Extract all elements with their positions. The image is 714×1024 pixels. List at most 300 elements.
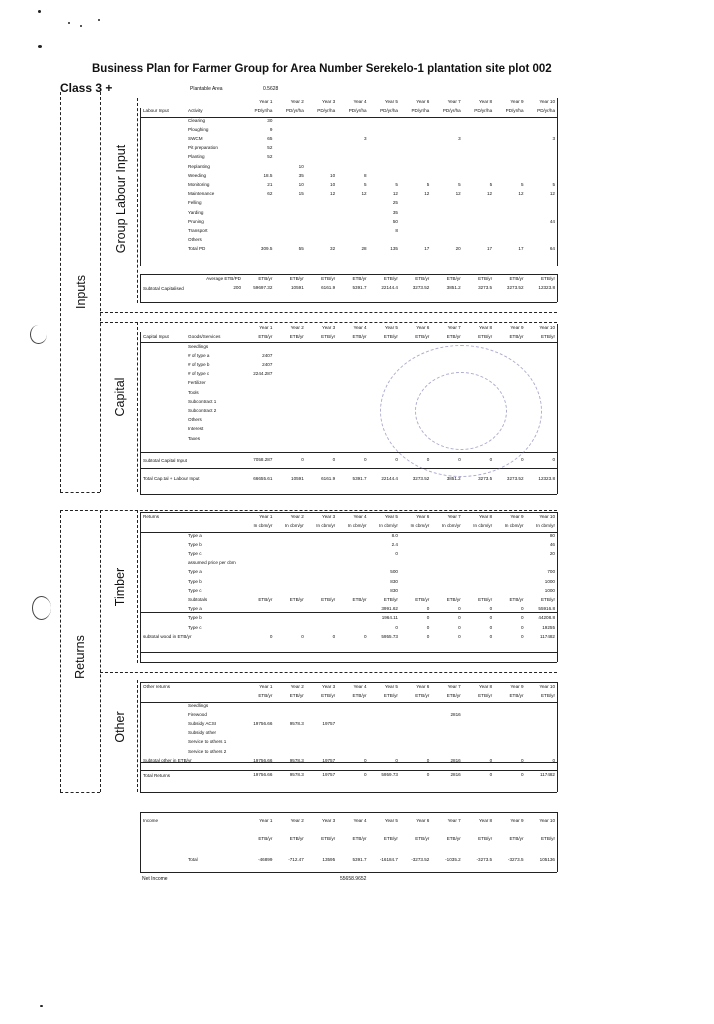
value-cell bbox=[336, 577, 367, 586]
value-cell: 3 bbox=[364, 136, 367, 142]
value-cell bbox=[493, 217, 524, 226]
value-cell bbox=[430, 531, 461, 540]
row-spacer bbox=[142, 370, 187, 379]
value-cell bbox=[336, 352, 367, 361]
row-label: Transport bbox=[188, 227, 208, 233]
value-cell: 12 bbox=[424, 191, 430, 197]
net-income-label: Net Income bbox=[142, 876, 168, 882]
timber-row bbox=[142, 568, 556, 577]
value-cell bbox=[368, 172, 399, 181]
value-cell: 12 bbox=[549, 191, 555, 197]
speck bbox=[40, 1005, 43, 1007]
value-cell: 0 bbox=[426, 624, 430, 630]
value-cell: 13595 bbox=[322, 856, 336, 862]
year-cell: Year 10 bbox=[539, 684, 555, 690]
value-cell bbox=[242, 208, 273, 217]
unit-cell: In cbm/yr bbox=[316, 523, 336, 529]
timber-subtotal-type-row bbox=[142, 623, 556, 632]
value-cell: 32 bbox=[330, 246, 336, 252]
value-cell: 3 bbox=[552, 136, 555, 142]
value-cell: 46 bbox=[549, 541, 555, 547]
year-cell: Year 6 bbox=[416, 325, 430, 331]
unit-cell: ETB/yr bbox=[258, 334, 273, 340]
value-cell: 0 bbox=[426, 606, 430, 612]
value-cell: 0 bbox=[552, 457, 555, 463]
unit-cell: In cbm/yr bbox=[504, 523, 524, 529]
value-cell bbox=[493, 208, 524, 217]
other-top bbox=[100, 672, 557, 673]
unit-cell: ETB/yr bbox=[289, 835, 304, 841]
value-cell bbox=[399, 550, 430, 559]
row-spacer bbox=[142, 568, 187, 577]
value-cell: -3273.5 bbox=[476, 856, 493, 862]
row-label: Planting bbox=[188, 154, 205, 160]
value-cell: 0 bbox=[364, 757, 367, 763]
labour-row bbox=[142, 126, 556, 135]
value-cell bbox=[525, 208, 556, 217]
value-cell bbox=[305, 738, 336, 747]
value-cell bbox=[399, 144, 430, 153]
value-cell bbox=[493, 531, 524, 540]
value-cell bbox=[305, 559, 336, 568]
year-cell: Year 7 bbox=[447, 817, 461, 823]
punch-hole-mark bbox=[30, 325, 47, 344]
unit-cell: ETB/yr bbox=[478, 693, 493, 699]
subtotal-average: 200 bbox=[233, 285, 241, 291]
unit-cell: In cbm/yr bbox=[284, 523, 304, 529]
value-cell bbox=[242, 407, 273, 416]
value-cell: 9578.3 bbox=[289, 721, 304, 727]
labour-row bbox=[142, 153, 556, 162]
value-cell: 2407 bbox=[262, 352, 273, 358]
value-cell: 19757 bbox=[322, 772, 336, 778]
value-cell: 10 bbox=[330, 172, 336, 178]
value-cell: 19757 bbox=[322, 757, 336, 763]
year-cell: Year 5 bbox=[384, 684, 398, 690]
value-cell bbox=[462, 126, 493, 135]
average-label: Average ETB/PD bbox=[206, 276, 241, 282]
value-cell: 500 bbox=[390, 569, 398, 575]
value-cell bbox=[273, 747, 304, 756]
income-label: Income bbox=[143, 817, 159, 823]
value-cell: 17 bbox=[487, 246, 493, 252]
labour-input-header: Labour Input bbox=[143, 108, 169, 114]
value-cell bbox=[305, 361, 336, 370]
value-cell: 65 bbox=[267, 136, 273, 142]
value-cell: 0 bbox=[489, 457, 493, 463]
value-cell bbox=[493, 720, 524, 729]
value-cell bbox=[336, 199, 367, 208]
value-cell bbox=[430, 126, 461, 135]
value-cell bbox=[242, 550, 273, 559]
timber-row bbox=[142, 541, 556, 550]
value-cell bbox=[305, 568, 336, 577]
unit-cell: ETB/yr bbox=[540, 276, 555, 282]
value-cell bbox=[493, 587, 524, 596]
value-cell bbox=[399, 701, 430, 710]
total-returns-row bbox=[142, 766, 556, 786]
labour-subtotal-row bbox=[142, 284, 556, 293]
value-cell bbox=[242, 217, 273, 226]
value-cell bbox=[493, 550, 524, 559]
row-label: Monitoring bbox=[188, 181, 210, 187]
value-cell bbox=[242, 531, 273, 540]
value-cell bbox=[273, 379, 304, 388]
value-cell: -1035.2 bbox=[445, 856, 461, 862]
value-cell bbox=[305, 217, 336, 226]
subtotal-left bbox=[140, 274, 141, 302]
unit-cell: PD/yr/ha bbox=[537, 108, 555, 114]
value-cell bbox=[399, 172, 430, 181]
unit-cell: In cbm/yr bbox=[253, 523, 273, 529]
unit-cell: ETB/yr bbox=[446, 276, 461, 282]
year-cell: Year 5 bbox=[384, 817, 398, 823]
value-cell bbox=[273, 236, 304, 245]
value-cell bbox=[273, 342, 304, 351]
other-table-right bbox=[557, 682, 558, 792]
timber-row bbox=[142, 559, 556, 568]
unit-cell: In cbm/yr bbox=[473, 523, 493, 529]
row-label: Taxes bbox=[188, 435, 200, 441]
value-cell: 12 bbox=[455, 191, 461, 197]
unit-cell: ETB/yr bbox=[446, 596, 461, 602]
value-cell bbox=[368, 236, 399, 245]
other-row bbox=[142, 747, 556, 756]
value-cell: 12 bbox=[518, 191, 524, 197]
value-cell: 17 bbox=[424, 246, 430, 252]
value-cell: 0 bbox=[489, 615, 493, 621]
unit-cell: PD/yr/ha bbox=[411, 108, 430, 114]
value-cell bbox=[336, 711, 367, 720]
row-label: Pruning bbox=[188, 218, 204, 224]
row-label: Type c bbox=[188, 624, 202, 630]
row-spacer bbox=[142, 605, 187, 614]
row-spacer bbox=[142, 729, 187, 738]
value-cell: 3851.2 bbox=[446, 285, 461, 291]
other-section-label: Other bbox=[113, 711, 127, 743]
unit-cell: PD/yr/ha bbox=[505, 108, 524, 114]
value-cell bbox=[305, 379, 336, 388]
row-label: Felling bbox=[188, 200, 202, 206]
class-label: Class 3 + bbox=[60, 81, 113, 95]
year-cell: Year 7 bbox=[447, 99, 461, 105]
row-label: Tools bbox=[188, 389, 199, 395]
value-cell bbox=[305, 614, 336, 623]
value-cell bbox=[525, 729, 556, 738]
row-label: SWCM bbox=[188, 136, 203, 142]
value-cell bbox=[273, 208, 304, 217]
row-label: # of type a bbox=[188, 352, 210, 358]
year-cell: Year 6 bbox=[416, 99, 430, 105]
value-cell bbox=[462, 236, 493, 245]
row-spacer bbox=[142, 236, 187, 245]
row-spacer bbox=[142, 425, 187, 434]
value-cell bbox=[305, 729, 336, 738]
value-cell: 62 bbox=[267, 191, 273, 197]
value-cell bbox=[525, 738, 556, 747]
timber-row bbox=[142, 550, 556, 559]
income-total-label: Total bbox=[188, 856, 198, 862]
value-cell bbox=[305, 135, 336, 144]
value-cell bbox=[525, 116, 556, 125]
value-cell bbox=[462, 541, 493, 550]
value-cell bbox=[525, 153, 556, 162]
value-cell bbox=[493, 236, 524, 245]
activity-header: Activity bbox=[188, 108, 203, 114]
value-cell: 52 bbox=[267, 145, 273, 151]
value-cell bbox=[493, 747, 524, 756]
value-cell bbox=[305, 352, 336, 361]
value-cell bbox=[273, 559, 304, 568]
returns-label: Returns bbox=[73, 635, 87, 679]
value-cell bbox=[462, 550, 493, 559]
value-cell bbox=[430, 172, 461, 181]
year-header-row bbox=[142, 815, 556, 827]
value-cell bbox=[242, 199, 273, 208]
row-spacer bbox=[142, 245, 187, 254]
value-cell bbox=[462, 135, 493, 144]
row-label: Others bbox=[188, 417, 202, 423]
year-cell: Year 6 bbox=[416, 514, 430, 520]
value-cell: 1964.11 bbox=[381, 615, 398, 621]
labour-row bbox=[142, 135, 556, 144]
value-cell: 0 bbox=[552, 757, 555, 763]
value-cell: 6161.9 bbox=[321, 475, 336, 481]
value-cell bbox=[242, 227, 273, 236]
unit-cell: PD/yr/ha bbox=[474, 108, 493, 114]
other-returns-header: Other returns bbox=[143, 684, 171, 690]
value-cell bbox=[399, 162, 430, 171]
value-cell bbox=[242, 711, 273, 720]
value-cell: 0 bbox=[395, 551, 398, 557]
value-cell bbox=[525, 361, 556, 370]
value-cell: 10 bbox=[298, 181, 304, 187]
year-cell: Year 4 bbox=[353, 817, 367, 823]
value-cell bbox=[336, 720, 367, 729]
row-label: Firewood bbox=[188, 711, 207, 717]
value-cell: 0 bbox=[269, 633, 273, 639]
value-cell bbox=[336, 738, 367, 747]
subtotal-capitalised-label: Subtotal Capitalised bbox=[143, 285, 184, 291]
row-label: Type c bbox=[188, 587, 202, 593]
value-cell bbox=[525, 720, 556, 729]
value-cell bbox=[430, 153, 461, 162]
value-cell bbox=[399, 738, 430, 747]
year-cell: Year 10 bbox=[539, 99, 555, 105]
year-cell: Year 8 bbox=[479, 325, 493, 331]
value-cell: 0 bbox=[489, 606, 493, 612]
row-label: Type b bbox=[188, 578, 202, 584]
row-label: Service to others 1 bbox=[188, 739, 227, 745]
value-cell bbox=[336, 126, 367, 135]
row-label: Ploughing bbox=[188, 126, 209, 132]
value-cell bbox=[305, 541, 336, 550]
value-cell bbox=[305, 342, 336, 351]
value-cell bbox=[336, 398, 367, 407]
value-cell bbox=[399, 559, 430, 568]
value-cell: 3273.52 bbox=[412, 475, 430, 481]
row-label: Others bbox=[188, 237, 202, 243]
value-cell bbox=[462, 711, 493, 720]
value-cell: 3991.62 bbox=[381, 606, 398, 612]
value-cell bbox=[493, 701, 524, 710]
value-cell bbox=[273, 531, 304, 540]
value-cell: 5391.7 bbox=[352, 285, 367, 291]
value-cell bbox=[430, 738, 461, 747]
value-cell bbox=[273, 729, 304, 738]
value-cell: 5391.7 bbox=[352, 856, 367, 862]
unit-cell: ETB/yr bbox=[415, 276, 430, 282]
value-cell bbox=[430, 227, 461, 236]
value-cell bbox=[305, 199, 336, 208]
value-cell: 6161.9 bbox=[321, 285, 336, 291]
value-cell: 19756.66 bbox=[253, 772, 273, 778]
value-cell bbox=[242, 623, 273, 632]
year-cell: Year 8 bbox=[479, 817, 493, 823]
goods-services-header: Goods/Services bbox=[188, 334, 221, 340]
value-cell bbox=[399, 153, 430, 162]
capital-section-label: Capital bbox=[113, 377, 127, 417]
value-cell: 5 bbox=[520, 181, 524, 187]
unit-cell: ETB/yr bbox=[383, 835, 398, 841]
value-cell: 3273.52 bbox=[412, 285, 430, 291]
value-cell bbox=[525, 352, 556, 361]
value-cell: -46899 bbox=[258, 856, 273, 862]
timber-section-label: Timber bbox=[113, 567, 127, 607]
value-cell bbox=[305, 144, 336, 153]
value-cell bbox=[493, 729, 524, 738]
wood-subtotal-label: subtotal wood in ETB/yr bbox=[143, 633, 192, 639]
subtotal-right bbox=[557, 274, 558, 302]
value-cell: 0 bbox=[301, 633, 304, 639]
value-cell bbox=[430, 568, 461, 577]
year-cell: Year 5 bbox=[384, 325, 398, 331]
value-cell bbox=[399, 568, 430, 577]
other-row bbox=[142, 711, 556, 720]
timber-subtotal-type-row bbox=[142, 605, 556, 614]
value-cell bbox=[336, 587, 367, 596]
value-cell: 44208.8 bbox=[538, 615, 555, 621]
value-cell: 0 bbox=[301, 457, 304, 463]
value-cell bbox=[493, 568, 524, 577]
value-cell bbox=[462, 153, 493, 162]
unit-cell: In cbm/yr bbox=[536, 523, 555, 529]
value-cell bbox=[242, 236, 273, 245]
row-label: Interest bbox=[188, 426, 204, 432]
unit-cell: ETB/yr bbox=[352, 693, 367, 699]
row-spacer bbox=[142, 531, 187, 540]
value-cell bbox=[399, 208, 430, 217]
unit-cell: ETB/yr bbox=[258, 693, 273, 699]
value-cell bbox=[399, 577, 430, 586]
value-cell: 0 bbox=[426, 457, 430, 463]
labour-separator bbox=[100, 312, 557, 313]
value-cell: 0 bbox=[426, 633, 430, 639]
value-cell: 3273.52 bbox=[506, 285, 524, 291]
value-cell bbox=[305, 587, 336, 596]
capital-bottom-line bbox=[140, 494, 557, 495]
value-cell bbox=[525, 199, 556, 208]
value-cell bbox=[368, 559, 399, 568]
value-cell: 0 bbox=[520, 457, 524, 463]
returns-frame-top bbox=[60, 510, 557, 511]
value-cell bbox=[336, 361, 367, 370]
unit-cell: ETB/yr bbox=[478, 276, 493, 282]
capital-table-left bbox=[140, 332, 141, 494]
value-cell bbox=[242, 738, 273, 747]
value-cell: 0 bbox=[426, 757, 430, 763]
returns-frame-bottom bbox=[60, 792, 100, 793]
year-cell: Year 1 bbox=[259, 99, 273, 105]
labour-row bbox=[142, 236, 556, 245]
value-cell: 5 bbox=[395, 181, 398, 187]
value-cell bbox=[399, 720, 430, 729]
value-cell: 830 bbox=[390, 578, 398, 584]
row-spacer bbox=[142, 747, 187, 756]
unit-cell: PD/yr/ha bbox=[380, 108, 398, 114]
year-cell: Year 1 bbox=[259, 514, 273, 520]
value-cell: 5 bbox=[364, 181, 367, 187]
unit-cell: ETB/yr bbox=[289, 276, 304, 282]
row-spacer bbox=[142, 352, 187, 361]
value-cell bbox=[336, 162, 367, 171]
value-cell: 1000 bbox=[544, 587, 555, 593]
value-cell bbox=[336, 747, 367, 756]
unit-cell: ETB/yr bbox=[258, 596, 273, 602]
value-cell: 0 bbox=[489, 772, 493, 778]
income-table bbox=[142, 815, 556, 869]
row-spacer bbox=[142, 720, 187, 729]
value-cell: 5 bbox=[489, 181, 493, 187]
year-cell: Year 7 bbox=[447, 325, 461, 331]
year-cell: Year 9 bbox=[510, 817, 524, 823]
row-spacer bbox=[142, 190, 187, 199]
value-cell: 0 bbox=[458, 633, 461, 639]
row-spacer bbox=[142, 342, 187, 351]
unit-cell: ETB/yr bbox=[415, 596, 430, 602]
row-label: Replanting bbox=[188, 163, 210, 169]
row-label: Type a bbox=[188, 532, 202, 538]
value-cell: 117482 bbox=[540, 633, 555, 639]
value-cell: 12323.8 bbox=[538, 285, 555, 291]
income-table-right bbox=[557, 812, 558, 872]
value-cell: 9578.3 bbox=[289, 757, 304, 763]
value-cell bbox=[430, 550, 461, 559]
value-cell: 8 bbox=[395, 227, 398, 233]
value-cell bbox=[525, 227, 556, 236]
value-cell: 0 bbox=[426, 615, 430, 621]
value-cell bbox=[305, 605, 336, 614]
value-cell bbox=[430, 587, 461, 596]
value-cell bbox=[242, 701, 273, 710]
value-cell: 17 bbox=[518, 246, 524, 252]
value-cell bbox=[462, 559, 493, 568]
value-cell: 55 bbox=[298, 246, 304, 252]
value-cell: 35 bbox=[298, 172, 304, 178]
other-returns-table bbox=[142, 683, 556, 786]
document-title: Business Plan for Farmer Group for Area Number Serekelo-1 plantation site plot 002 bbox=[92, 63, 552, 75]
value-cell bbox=[399, 227, 430, 236]
row-label: # of type b bbox=[188, 362, 210, 368]
labour-input-table bbox=[142, 98, 556, 254]
value-cell: 2.4 bbox=[391, 541, 398, 547]
unit-cell: ETB/yr bbox=[415, 693, 430, 699]
row-label: Total PD bbox=[188, 246, 206, 252]
value-cell bbox=[368, 361, 399, 370]
value-cell bbox=[462, 577, 493, 586]
year-cell: Year 9 bbox=[510, 325, 524, 331]
row-spacer bbox=[142, 162, 187, 171]
